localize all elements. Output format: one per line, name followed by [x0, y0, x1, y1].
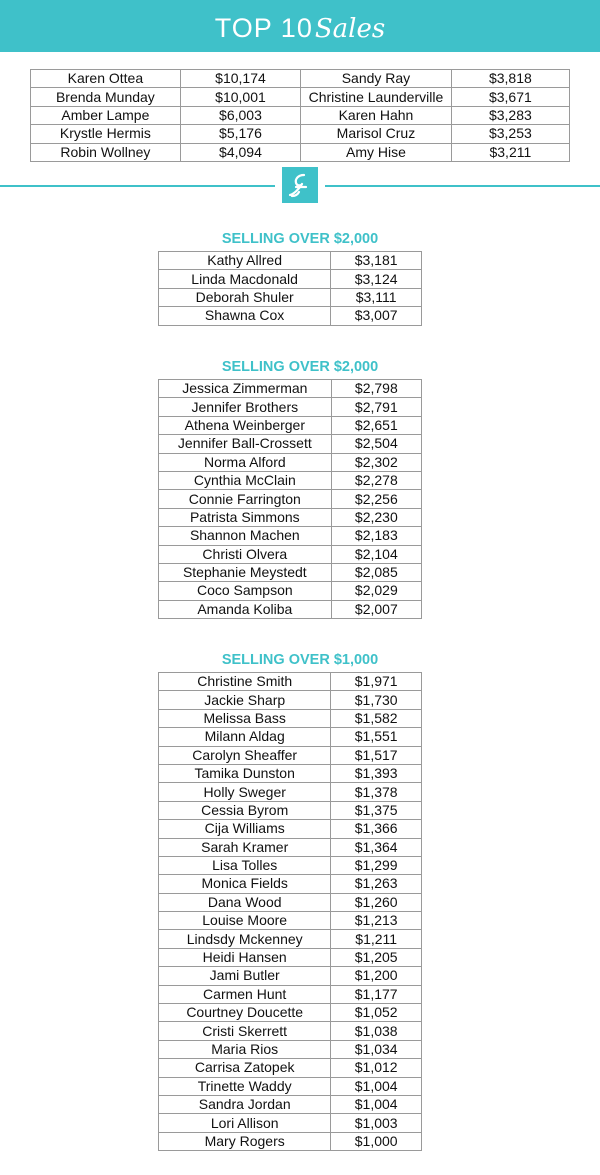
seller-name: Cynthia McClain: [159, 471, 332, 489]
seller-name: Shawna Cox: [159, 307, 331, 325]
table-row: [159, 600, 422, 618]
seller-amount: $5,176: [180, 125, 300, 143]
seller-name: Deborah Shuler: [159, 288, 331, 306]
table-row: [159, 856, 422, 874]
table-row: [159, 893, 422, 911]
table-row: [159, 1059, 422, 1077]
top-ten-table: [30, 69, 570, 162]
seller-name: Maria Rios: [159, 1040, 331, 1058]
table-row: [159, 820, 422, 838]
table-row: [159, 307, 422, 325]
seller-amount: $1,393: [331, 764, 422, 782]
seller-name: Melissa Bass: [159, 709, 331, 727]
seller-name: Dana Wood: [159, 893, 331, 911]
table-row: [159, 471, 422, 489]
seller-name: Louise Moore: [159, 912, 331, 930]
table-row: [159, 948, 422, 966]
seller-name: Carolyn Sheaffer: [159, 746, 331, 764]
seller-name: Jackie Sharp: [159, 691, 331, 709]
seller-name: Christine Launderville: [301, 88, 452, 106]
seller-name: Christi Olvera: [159, 545, 332, 563]
seller-name: Jennifer Ball-Crossett: [159, 435, 332, 453]
seller-name: Cija Williams: [159, 820, 331, 838]
seller-name: Karen Hahn: [301, 106, 452, 124]
table-row: [159, 1022, 422, 1040]
seller-amount: $3,181: [331, 252, 422, 270]
seller-amount: $1,012: [331, 1059, 422, 1077]
seller-amount: $1,034: [331, 1040, 422, 1058]
table-row: [159, 490, 422, 508]
seller-name: Patrista Simmons: [159, 508, 332, 526]
seller-amount: $2,230: [331, 508, 421, 526]
table-row: [159, 875, 422, 893]
table-row: [159, 673, 422, 691]
seller-amount: $2,278: [331, 471, 421, 489]
table-row: [159, 435, 422, 453]
seller-name: Courtney Doucette: [159, 1004, 331, 1022]
seller-name: Sandy Ray: [301, 70, 452, 88]
divider-left: [0, 185, 275, 187]
table-row: [159, 527, 422, 545]
table-row: [159, 691, 422, 709]
table-row: [159, 453, 422, 471]
table-row: [159, 764, 422, 782]
table-row: [159, 416, 422, 434]
table-row: [159, 838, 422, 856]
seller-amount: $3,283: [451, 106, 569, 124]
table-row: [159, 380, 422, 398]
table-row: [31, 143, 570, 161]
seller-amount: $1,263: [331, 875, 422, 893]
seller-amount: $2,798: [331, 380, 421, 398]
seller-amount: $2,183: [331, 527, 421, 545]
seller-amount: $1,052: [331, 1004, 422, 1022]
table-row: [159, 930, 422, 948]
seller-amount: $2,504: [331, 435, 421, 453]
seller-name: Jessica Zimmerman: [159, 380, 332, 398]
seller-name: Cristi Skerrett: [159, 1022, 331, 1040]
seller-name: Milann Aldag: [159, 728, 331, 746]
seller-name: Holly Sweger: [159, 783, 331, 801]
divider-right: [325, 185, 600, 187]
seller-amount: $1,299: [331, 856, 422, 874]
seller-name: Heidi Hansen: [159, 948, 331, 966]
seller-amount: $2,085: [331, 563, 421, 581]
table-row: [159, 508, 422, 526]
seller-amount: $1,211: [331, 930, 422, 948]
seller-amount: $1,004: [331, 1077, 422, 1095]
seller-name: Karen Ottea: [31, 70, 181, 88]
seller-amount: $1,375: [331, 801, 422, 819]
seller-name: Trinette Waddy: [159, 1077, 331, 1095]
seller-amount: $1,200: [331, 967, 422, 985]
table-row: [159, 1095, 422, 1113]
seller-amount: $1,364: [331, 838, 422, 856]
table-row: [159, 563, 422, 581]
section-heading-3: SELLING OVER $1,000: [221, 652, 379, 668]
seller-amount: $1,177: [331, 985, 422, 1003]
seller-name: Monica Fields: [159, 875, 331, 893]
seller-amount: $2,104: [331, 545, 421, 563]
table-row: [159, 1132, 422, 1150]
seller-amount: $1,582: [331, 709, 422, 727]
seller-name: Tamika Dunston: [159, 764, 331, 782]
table-row: [159, 746, 422, 764]
seller-name: Connie Farrington: [159, 490, 332, 508]
section-heading-2: SELLING OVER $2,000: [221, 359, 379, 375]
table-row: [159, 252, 422, 270]
seller-name: Krystle Hermis: [31, 125, 181, 143]
seller-name: Brenda Munday: [31, 88, 181, 106]
seller-name: Stephanie Meystedt: [159, 563, 332, 581]
seller-amount: $10,174: [180, 70, 300, 88]
seller-amount: $1,213: [331, 912, 422, 930]
seller-name: Athena Weinberger: [159, 416, 332, 434]
section-table-2: [158, 379, 422, 619]
table-row: [159, 985, 422, 1003]
seller-name: Marisol Cruz: [301, 125, 452, 143]
seller-name: Amber Lampe: [31, 106, 181, 124]
seller-amount: $2,651: [331, 416, 421, 434]
seller-amount: $1,551: [331, 728, 422, 746]
brand-logo-icon: [282, 167, 318, 203]
seller-name: Lisa Tolles: [159, 856, 331, 874]
seller-name: Coco Sampson: [159, 582, 332, 600]
section-table-1: [158, 251, 422, 326]
seller-amount: $2,029: [331, 582, 421, 600]
page-title: [0, 0, 600, 52]
seller-amount: $1,971: [331, 673, 422, 691]
seller-name: Norma Alford: [159, 453, 332, 471]
seller-amount: $3,211: [451, 143, 569, 161]
seller-name: Carmen Hunt: [159, 985, 331, 1003]
seller-amount: $1,260: [331, 893, 422, 911]
seller-amount: $3,671: [451, 88, 569, 106]
seller-name: Carrisa Zatopek: [159, 1059, 331, 1077]
seller-amount: $1,004: [331, 1095, 422, 1113]
seller-name: Amanda Koliba: [159, 600, 332, 618]
table-row: [159, 728, 422, 746]
seller-name: Jennifer Brothers: [159, 398, 332, 416]
table-row: [159, 709, 422, 727]
table-row: [31, 125, 570, 143]
seller-amount: $2,007: [331, 600, 421, 618]
seller-name: Linda Macdonald: [159, 270, 331, 288]
table-row: [159, 783, 422, 801]
seller-amount: $1,000: [331, 1132, 422, 1150]
seller-name: Cessia Byrom: [159, 801, 331, 819]
section-heading-1: SELLING OVER $2,000: [221, 231, 379, 247]
table-row: [159, 545, 422, 563]
seller-amount: $3,818: [451, 70, 569, 88]
table-row: [159, 1040, 422, 1058]
seller-name: Sandra Jordan: [159, 1095, 331, 1113]
title-script: Sales: [314, 14, 386, 44]
seller-amount: $6,003: [180, 106, 300, 124]
table-row: [159, 270, 422, 288]
seller-name: Christine Smith: [159, 673, 331, 691]
table-row: [159, 1077, 422, 1095]
table-row: [159, 801, 422, 819]
seller-name: Jami Butler: [159, 967, 331, 985]
seller-amount: $3,111: [331, 288, 422, 306]
table-row: [31, 106, 570, 124]
section-table-3: [158, 672, 422, 1151]
table-row: [159, 967, 422, 985]
seller-amount: $1,205: [331, 948, 422, 966]
seller-amount: $1,730: [331, 691, 422, 709]
table-row: [159, 1004, 422, 1022]
seller-amount: $1,378: [331, 783, 422, 801]
seller-amount: $4,094: [180, 143, 300, 161]
seller-name: Robin Wollney: [31, 143, 181, 161]
table-row: [159, 1114, 422, 1132]
seller-amount: $1,517: [331, 746, 422, 764]
seller-amount: $1,366: [331, 820, 422, 838]
table-row: [159, 398, 422, 416]
seller-amount: $2,256: [331, 490, 421, 508]
seller-name: Sarah Kramer: [159, 838, 331, 856]
seller-amount: $10,001: [180, 88, 300, 106]
seller-amount: $1,003: [331, 1114, 422, 1132]
seller-amount: $2,302: [331, 453, 421, 471]
table-row: [31, 70, 570, 88]
table-row: [31, 88, 570, 106]
seller-name: Amy Hise: [301, 143, 452, 161]
table-row: [159, 912, 422, 930]
seller-name: Mary Rogers: [159, 1132, 331, 1150]
seller-name: Lori Allison: [159, 1114, 331, 1132]
seller-amount: $3,253: [451, 125, 569, 143]
table-row: [159, 582, 422, 600]
table-row: [159, 288, 422, 306]
seller-name: Kathy Allred: [159, 252, 331, 270]
seller-amount: $2,791: [331, 398, 421, 416]
title-main: TOP 10: [214, 13, 313, 43]
seller-name: Lindsdy Mckenney: [159, 930, 331, 948]
seller-name: Shannon Machen: [159, 527, 332, 545]
seller-amount: $3,007: [331, 307, 422, 325]
seller-amount: $3,124: [331, 270, 422, 288]
seller-amount: $1,038: [331, 1022, 422, 1040]
